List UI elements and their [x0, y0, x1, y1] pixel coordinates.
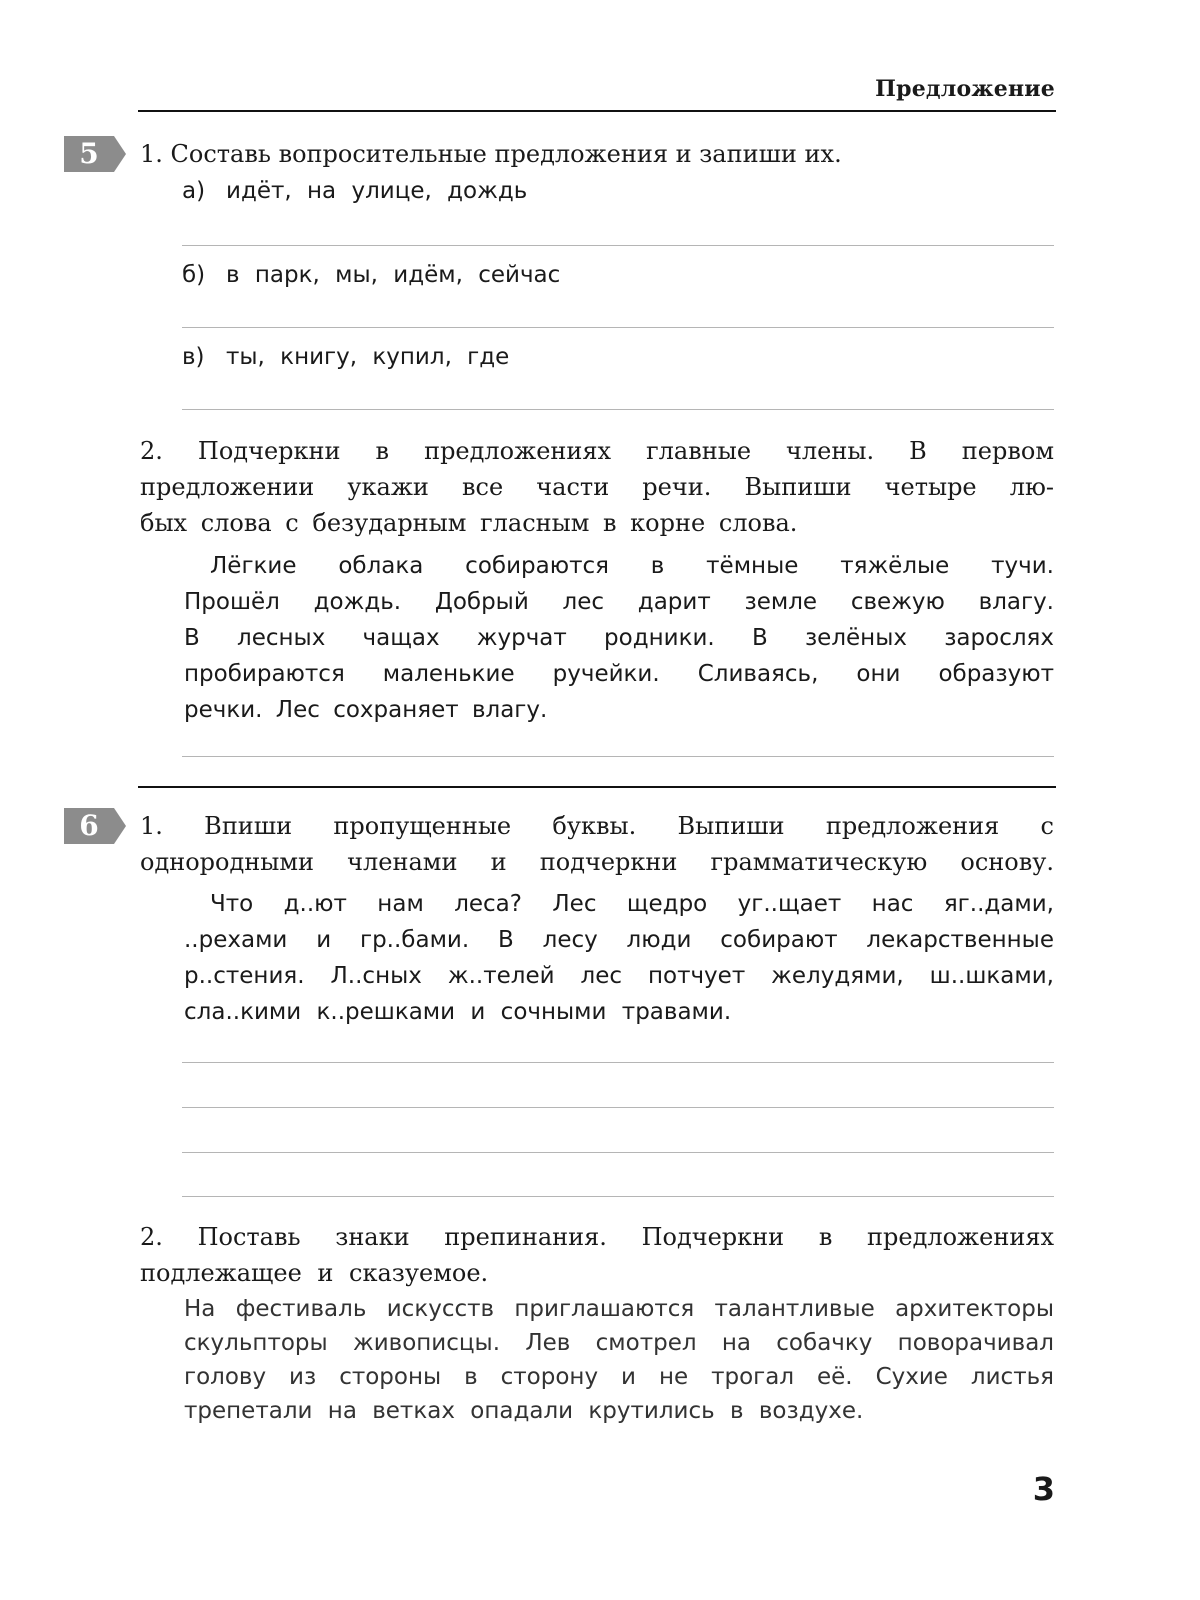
item-words: ты, книгу, купил, где	[226, 344, 510, 370]
task-line: предложении укажи все части речи. Выпиши четыре лю-	[140, 473, 1054, 501]
item-label: б)	[182, 262, 206, 288]
passage-line: трепетали на ветках опадали крутились в воздухе.	[184, 1398, 864, 1424]
task-line: 2. Подчеркни в предложениях главные члены. В первом	[140, 437, 1054, 465]
passage-line: скульпторы живописцы. Лев смотрел на собачку поворачивал	[184, 1330, 1054, 1356]
answer-line[interactable]	[182, 245, 1054, 246]
passage-line: Лёгкие облака собираются в тёмные тяжёлые тучи.	[210, 553, 1054, 579]
exercise-5-badge	[64, 136, 126, 172]
exercise-6-badge	[64, 808, 126, 844]
item-b	[182, 262, 560, 288]
passage-line: р..стения. Л..сных ж..телей лес потчует желудями, ш..шками,	[184, 963, 1054, 989]
item-label: а)	[182, 178, 206, 204]
answer-line[interactable]	[182, 1152, 1054, 1153]
passage-line: ..рехами и гр..бами. В лесу люди собирают лекарственные	[184, 927, 1054, 953]
page-number: 3	[1032, 1470, 1055, 1508]
answer-line[interactable]	[182, 327, 1054, 328]
header-rule	[138, 110, 1056, 112]
passage-line: речки. Лес сохраняет влагу.	[184, 697, 548, 723]
passage-line: На фестиваль искусств приглашаются талантливые архитекторы	[184, 1296, 1054, 1322]
exercise-5-passage	[184, 548, 1054, 728]
task-line: однородными членами и подчеркни грамматическую основу.	[140, 848, 1054, 876]
task-line: бых слова с безударным гласным в корне слова.	[140, 509, 798, 537]
exercise-6-passage	[184, 886, 1054, 1030]
item-words: идёт, на улице, дождь	[226, 178, 528, 204]
item-words: в парк, мы, идём, сейчас	[226, 262, 561, 288]
item-label: в)	[182, 344, 205, 370]
passage-line: пробираются маленькие ручейки. Сливаясь, они образуют	[184, 661, 1054, 687]
badge-arrow-icon	[114, 136, 126, 172]
answer-line[interactable]	[182, 409, 1054, 410]
answer-line[interactable]	[182, 1107, 1054, 1108]
task-line: 1. Впиши пропущенные буквы. Выпиши предложения с	[140, 812, 1054, 840]
badge-arrow-icon	[114, 808, 126, 844]
exercise-5-task-1: 1. Составь вопросительные предложения и запиши их.	[140, 140, 842, 168]
exercise-number: 6	[64, 808, 114, 844]
answer-line[interactable]	[182, 756, 1054, 757]
task-line: 2. Поставь знаки препинания. Подчеркни в предложениях	[140, 1223, 1054, 1251]
exercise-5-task-2	[140, 433, 1054, 541]
section-divider	[138, 786, 1056, 788]
exercise-6-task-1	[140, 808, 1054, 880]
item-c	[182, 344, 509, 370]
passage-line: голову из стороны в сторону и не трогал её. Сухие листья	[184, 1364, 1054, 1390]
exercise-6-passage-2	[184, 1292, 1054, 1428]
passage-line: сла..кими к..решками и сочными травами.	[184, 999, 732, 1025]
item-a	[182, 178, 527, 204]
task-line: подлежащее и сказуемое.	[140, 1259, 489, 1287]
passage-line: Прошёл дождь. Добрый лес дарит земле свежую влагу.	[184, 589, 1054, 615]
answer-line[interactable]	[182, 1196, 1054, 1197]
answer-line[interactable]	[182, 1062, 1054, 1063]
exercise-6-task-2	[140, 1219, 1054, 1291]
passage-line: Что д..ют нам леса? Лес щедро уг..щает нас яг..дами,	[210, 891, 1054, 917]
section-title: Предложение	[875, 76, 1055, 102]
passage-line: В лесных чащах журчат родники. В зелёных зарослях	[184, 625, 1054, 651]
exercise-number: 5	[64, 136, 114, 172]
